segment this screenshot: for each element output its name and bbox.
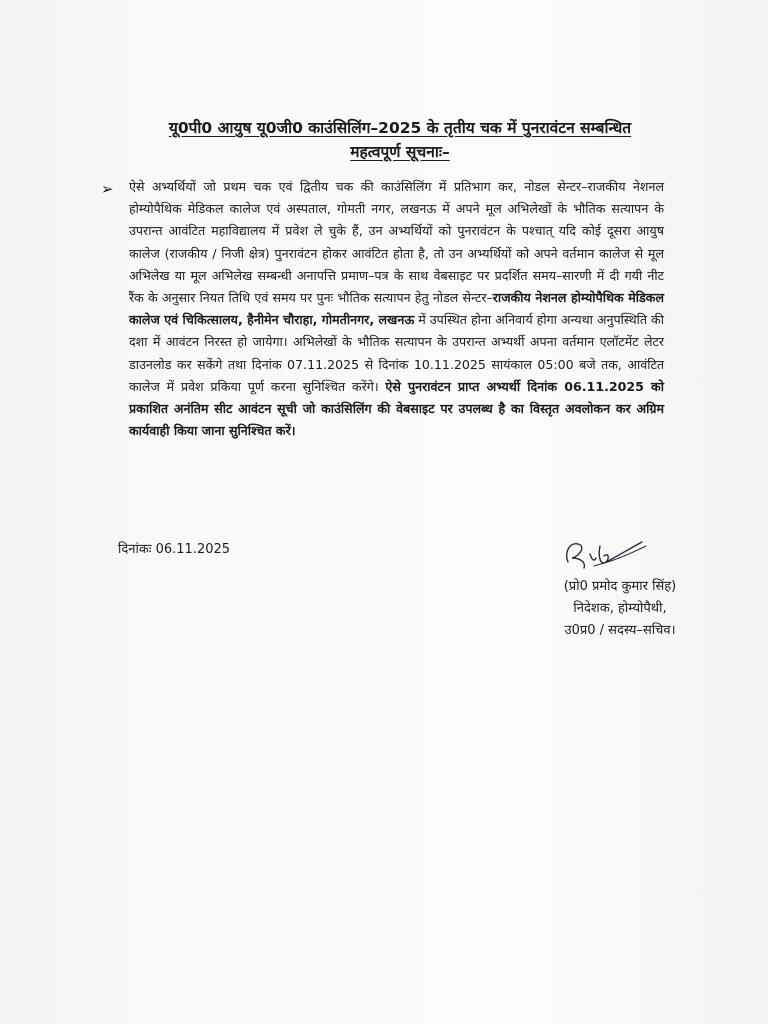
signatory-designation: निदेशक, होम्योपैथी, [573,601,667,616]
signatory-role: उ0प्र0 / सदस्य–सचिव। [564,623,676,638]
notice-bold-instruction: ऐसे पुनरावंटन प्राप्त अभ्यर्थी दिनांक 06.11.2025 को प्रकाशित अनंतिम सीट आवंटन सूची जो काउंसिलिंग की वेबसाइट पर उपलब्ध है का विस्तृत अवलोकन कर अग्रिम कार्यवाही किया जाना सुनिश्चित करें। [129,378,664,439]
notice-text-part2: में उपस्थित होना अनिवार्य होगा अन्यथा अनुपस्थिति की दशा में आवंटन निरस्त हो जायेगा। अभिलेखों के भौतिक सत्यापन के उपरान्त अभ्यर्थी अपना वर्तमान एलॉटमेंट लेटर डाउनलोड कर सकेंगे तथा दिनांक 07.11.2025 से दिनांक 10.11.2025 सायंकाल 05:00 बजे तक, आवंटित कालेज में प्रवेश प्रकिया पूर्ण करना सुनिश्चित करेंगे। [129,312,664,394]
notice-paragraph [129,176,664,442]
handwritten-signature [550,532,650,580]
arrow-bullet-icon: ➢ [101,180,114,198]
signatory-name: (प्रो0 प्रमोद कुमार सिंह) [563,579,677,594]
notice-text-part1: ऐसे अभ्यर्थियों जो प्रथम चक एवं द्वितीय चक की काउंसिलिंग में प्रतिभाग कर, नोडल सेन्टर–राजकीय नेशनल होम्योपैथिक मेडिकल कालेज एवं अस्पताल, गोमती नगर, लखनऊ में अपने मूल अभिलेखों के भौतिक सत्यापन के उपरान्त आवंटित महाविद्यालय में प्रवेश ले चुके हैं, उन अभ्यर्थियों को पुनरावंटन के पश्चात् यदि कोई दूसरा आयुष कालेज (राजकीय / निजी क्षेत्र) पुनरावंटन होकर आवंटित होता है, तो उन अभ्यर्थियों को अपने वर्तमान कालेज से मूल अभिलेख या मूल अभिलेख सम्बन्धी अनापत्ति प्रमाण–पत्र के साथ वेबसाइट पर प्रदर्शित समय–सारणी में दी गयी नीट रैंक के अनुसार नियत तिथि एवं समय पर पुनः भौतिक सत्यापन हेतु नोडल सेन्टर– [129,179,664,306]
notice-title-line1: यू0पी0 आयुष यू0जी0 काउंसिलिंग–2025 के तृतीय चक में पुनरावंटन सम्बन्धित [168,119,632,137]
notice-title-line2: महत्वपूर्ण सूचनाः– [350,143,450,161]
notice-bold-address: राजकीय नेशनल होम्योपैथिक मेडिकल कालेज एवं चिकित्सालय, हैनीमेन चौराहा, गोमतीनगर, लखनऊ [129,290,664,328]
signatory-block [520,576,720,642]
issue-date: दिनांकः 06.11.2025 [118,542,231,557]
